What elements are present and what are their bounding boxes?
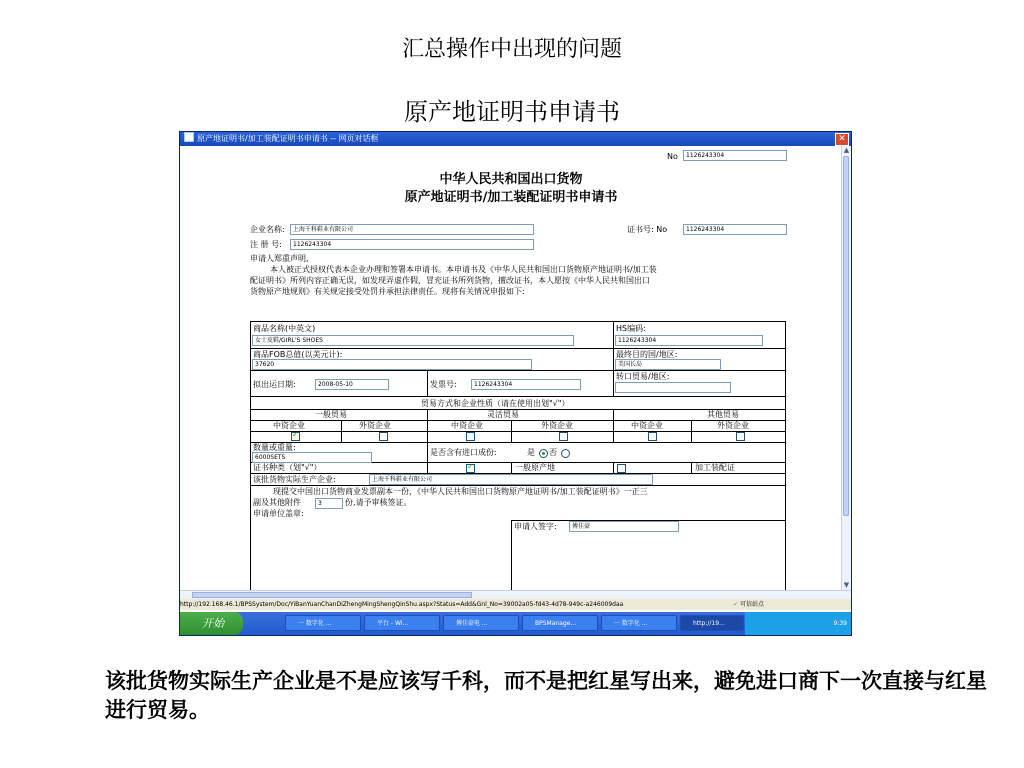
declare-title: 申请人郑重声明,: [250, 254, 309, 263]
processing-label: 加工装配证: [695, 463, 735, 472]
form-heading-2: 原产地证明书/加工装配证明书申请书: [404, 190, 618, 205]
general-chinese-checkbox[interactable]: [291, 432, 300, 441]
start-button[interactable]: 开始: [180, 612, 243, 635]
cert-no-input[interactable]: 1126243304: [683, 224, 787, 235]
no-label: 否: [549, 448, 557, 457]
taskbar-button-2[interactable]: 平台 - Wi...: [364, 615, 440, 631]
declaration-table: [250, 321, 786, 590]
clock: 9:39: [833, 620, 847, 627]
reg-label: 注 册 号:: [250, 240, 282, 249]
submit-line-2b: 份,请予审核签证。: [345, 498, 412, 507]
general-foreign-label: 外资企业: [359, 421, 391, 430]
slide-subtitle: 原产地证明书申请书: [404, 98, 620, 126]
top-no-label: No: [667, 152, 678, 161]
ship-date-input[interactable]: 2008-05-10: [315, 379, 389, 390]
other-foreign-checkbox[interactable]: [736, 432, 745, 441]
security-zone: [733, 599, 764, 610]
flexible-trade-label: 灵活贸易: [487, 410, 519, 419]
import-yes-radio[interactable]: [539, 449, 548, 458]
sign-label: 申请人签字:: [514, 522, 557, 531]
general-trade-label: 一般贸易: [315, 410, 347, 419]
general-chinese-label: 中资企业: [273, 421, 305, 430]
taskbar: [180, 612, 851, 635]
security-zone-label: 可信站点: [739, 601, 764, 608]
taskbar-button-3[interactable]: 傅佳豪电 ...: [443, 615, 519, 631]
close-button[interactable]: ✕: [835, 133, 849, 146]
company-label: 企业名称:: [250, 225, 285, 234]
import-no-radio[interactable]: [561, 449, 570, 458]
declare-line-1: 本人被正式授权代表本企业办理和签署本申请书。本申请书及《中华人民共和国出口货物原产地证明书/加工装: [270, 265, 657, 274]
flexible-foreign-checkbox[interactable]: [559, 432, 568, 441]
status-url: http://192.168.46.1/BPSSystem/Doc/YiBanYuanChanDiZhengMingShengQinShu.aspx?Status=Add&Gnl_No=39002a05-fd43-4d78-949c-a246009daa: [180, 601, 624, 608]
form-content: [180, 146, 842, 590]
vertical-scroll-thumb[interactable]: [843, 156, 849, 516]
status-bar: [180, 599, 851, 610]
hs-label: HS编码:: [616, 324, 646, 333]
hs-input[interactable]: 1126243304: [615, 335, 763, 346]
declare-line-3: 货物原产地规则》有关规定接受处罚并承担法律责任。现将有关情况申报如下:: [250, 287, 525, 296]
other-foreign-label: 外资企业: [717, 421, 749, 430]
window-titlebar[interactable]: [180, 132, 851, 146]
flexible-chinese-checkbox[interactable]: [466, 432, 475, 441]
slide-title: 汇总操作中出现的问题: [401, 37, 622, 62]
other-chinese-label: 中资企业: [631, 421, 663, 430]
qty-label: 数量或重量:: [253, 443, 296, 452]
dest-label: 最终目的国/地区:: [616, 350, 678, 359]
horizontal-scroll-thumb[interactable]: [192, 592, 472, 598]
invoice-label: 发票号:: [430, 380, 457, 389]
taskbar-button-5[interactable]: 一 数字化 ...: [601, 615, 677, 631]
top-no-input[interactable]: 1126243304: [683, 150, 787, 161]
processing-checkbox[interactable]: [617, 464, 626, 473]
other-trade-label: 其他贸易: [707, 410, 739, 419]
fob-label: 商品FOB总值(以美元计):: [253, 350, 343, 359]
taskbar-button-1[interactable]: 一 数字化 ...: [285, 615, 361, 631]
scroll-down-icon[interactable]: ▼: [843, 581, 850, 589]
submit-line-1: 现提交中国出口货物商业发票副本一份，《中华人民共和国出口货物原产地证明书/加工装配证明书》一正三: [273, 487, 648, 496]
taskbar-button-4[interactable]: BPSManage...: [522, 615, 598, 631]
cert-no-label: 证书号: No: [627, 225, 668, 234]
other-chinese-checkbox[interactable]: [648, 432, 657, 441]
producer-label: 该批货物实际生产企业:: [253, 475, 336, 484]
window-icon: [184, 132, 194, 142]
attachments-input[interactable]: 3: [315, 498, 343, 509]
sign-input[interactable]: 傅佳豪: [569, 521, 679, 532]
declare-line-2: 配证明书》所列内容正确无误，如发现弄虚作假，冒充证书所列货物，擅改证书，本人愿按《中华人民共和国出口: [250, 276, 650, 285]
origin-checkbox[interactable]: [466, 464, 475, 473]
flexible-chinese-label: 中资企业: [451, 421, 483, 430]
submit-line-2a: 副及其他附件: [253, 498, 301, 507]
goods-label: 商品名称(中英文): [253, 324, 316, 333]
invoice-input[interactable]: 1126243304: [471, 379, 581, 390]
fob-input[interactable]: 37620: [252, 359, 532, 370]
system-tray: [745, 612, 851, 635]
company-input[interactable]: 上海千科鞋业有限公司: [290, 224, 534, 235]
dialog-window: [179, 131, 852, 636]
vertical-scrollbar[interactable]: [841, 146, 851, 590]
check-icon: ✓: [733, 601, 739, 608]
transit-label: 转口贸易/地区:: [616, 372, 670, 381]
flexible-foreign-label: 外资企业: [541, 421, 573, 430]
general-foreign-checkbox[interactable]: [379, 432, 388, 441]
window-title: 原产地证明书/加工装配证明书申请书 -- 网页对话框: [197, 134, 379, 143]
slide-caption: 该批货物实际生产企业是不是应该写千科，而不是把红星写出来，避免进口商下一次直接与红星进行贸易。: [105, 668, 987, 722]
reg-input[interactable]: 1126243304: [290, 239, 534, 250]
origin-label: 一般原产地: [515, 463, 555, 472]
cert-type-label: 证书种类（划"√"）: [253, 463, 322, 472]
producer-input[interactable]: 上海千科鞋业有限公司: [369, 474, 653, 485]
dest-input[interactable]: 美国长岛: [615, 359, 721, 370]
qty-input[interactable]: 6000SETS: [252, 452, 372, 463]
import-label: 是否含有进口成份:: [430, 448, 497, 457]
transit-input[interactable]: [615, 382, 731, 393]
form-heading-1: 中华人民共和国出口货物: [439, 172, 583, 187]
seal-label: 申请单位盖章:: [253, 509, 304, 518]
yes-label: 是: [527, 448, 535, 457]
goods-input[interactable]: 女士皮鞋/GIRL'S SHOES: [252, 335, 574, 346]
taskbar-button-6[interactable]: http://19...: [680, 615, 744, 631]
ship-date-label: 拟出运日期:: [253, 380, 296, 389]
trade-header: 贸易方式和企业性质（请在使用出划"√"）: [421, 399, 570, 408]
scroll-up-icon[interactable]: ▲: [843, 146, 850, 154]
